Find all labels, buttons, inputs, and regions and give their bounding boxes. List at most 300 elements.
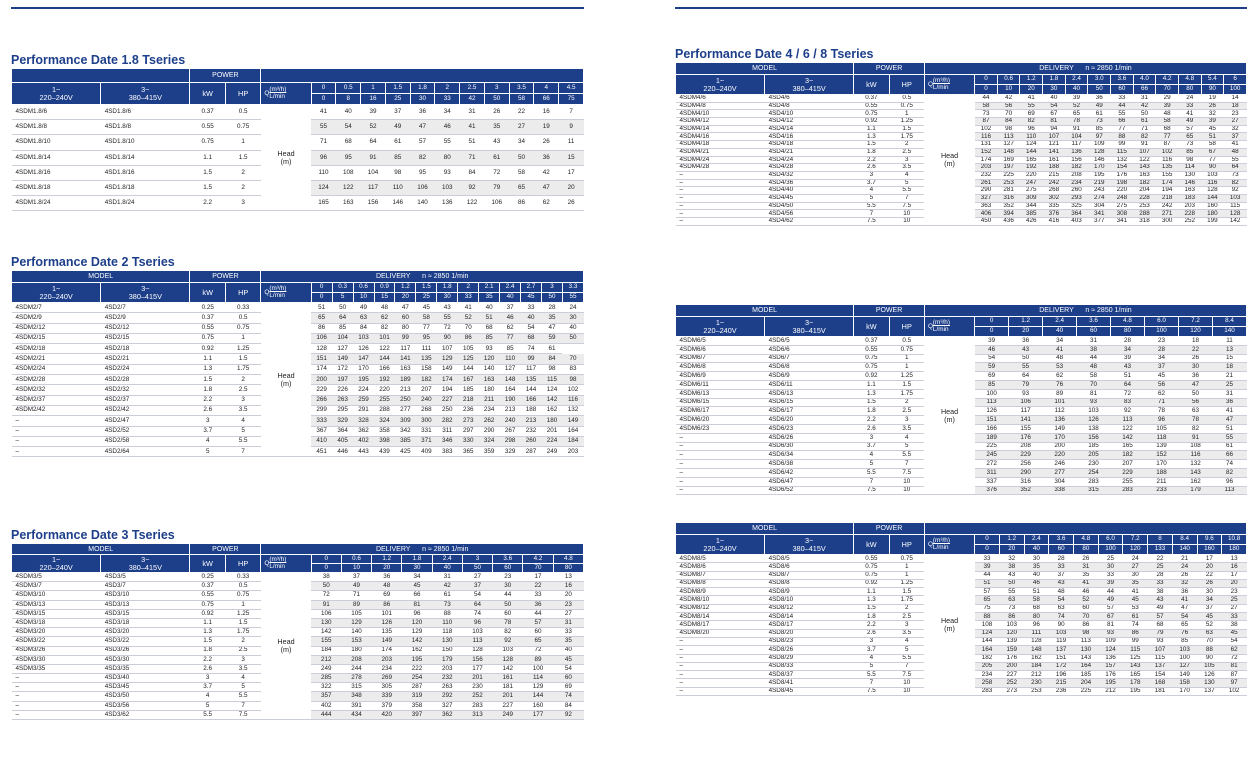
head-value: 137 bbox=[1049, 646, 1074, 654]
head-value: 65 bbox=[975, 596, 1000, 604]
head-value: 195 bbox=[353, 375, 374, 385]
head-value: 136 bbox=[1065, 148, 1088, 156]
head-value: 103 bbox=[1077, 407, 1111, 416]
power-hp: 7.5 bbox=[889, 202, 924, 210]
head-value: 362 bbox=[353, 426, 374, 436]
model-three-phase: 4SD8/33 bbox=[765, 662, 854, 670]
power-hp: 7.5 bbox=[225, 710, 260, 719]
head-value: 92 bbox=[1111, 407, 1145, 416]
model-single-phase: – bbox=[676, 477, 765, 486]
head-value: 128 bbox=[462, 646, 492, 655]
power-hp: 2.5 bbox=[889, 613, 924, 621]
head-value: 229 bbox=[311, 385, 332, 395]
head-value: 364 bbox=[1065, 210, 1088, 218]
q-m3h-value: 1.2 bbox=[999, 535, 1024, 545]
model-three-phase: 4SD6/8 bbox=[765, 363, 854, 372]
head-value: 60 bbox=[395, 313, 416, 323]
head-value: 82 bbox=[1212, 468, 1246, 477]
q-m3h-value: 4.8 bbox=[1178, 75, 1201, 85]
head-value: 100 bbox=[523, 664, 553, 673]
model-three-phase: 4SD4/62 bbox=[765, 218, 854, 226]
head-value: 51 bbox=[311, 303, 332, 313]
head-value: 118 bbox=[432, 628, 462, 637]
power-header: POWER bbox=[854, 63, 925, 75]
q-lmin-value: 42 bbox=[460, 94, 485, 105]
power-header: POWER bbox=[854, 523, 925, 535]
power-hp: 7 bbox=[225, 447, 260, 457]
head-value: 25 bbox=[1222, 596, 1247, 604]
head-value: 65 bbox=[1178, 133, 1201, 141]
head-value: 198 bbox=[1111, 179, 1134, 187]
head-value: 200 bbox=[311, 375, 332, 385]
power-kw: 0.55 bbox=[854, 555, 889, 563]
model-single-phase: 4SDM8/5 bbox=[676, 555, 765, 563]
head-value: 50 bbox=[493, 600, 523, 609]
head-value: 49 bbox=[1088, 102, 1111, 110]
power-hp: 2 bbox=[225, 637, 260, 646]
head-value: 20 bbox=[1197, 563, 1222, 571]
head-value: 47 bbox=[395, 303, 416, 313]
head-value: 71 bbox=[341, 591, 371, 600]
head-value: 316 bbox=[1009, 477, 1043, 486]
model-three-phase: 4SD1.8/6 bbox=[101, 105, 190, 120]
head-value: 70 bbox=[1197, 637, 1222, 645]
head-value: 31 bbox=[432, 573, 462, 582]
head-value: 148 bbox=[997, 148, 1020, 156]
q-lmin-value: 20 bbox=[395, 293, 416, 303]
performance-table bbox=[11, 68, 584, 211]
model-single-phase: 4SDM6/15 bbox=[676, 398, 765, 407]
model-single-phase: 4SDM8/8 bbox=[676, 579, 765, 587]
head-value: 45 bbox=[1197, 613, 1222, 621]
head-value: 331 bbox=[416, 426, 437, 436]
model-three-phase: 4SD8/6 bbox=[765, 563, 854, 571]
head-value: 86 bbox=[458, 333, 479, 343]
model-single-phase: 4SDM3/35 bbox=[12, 664, 101, 673]
head-value: 55 bbox=[1009, 363, 1043, 372]
head-value: 149 bbox=[437, 364, 458, 374]
q-m3h-value: 7.2 bbox=[1178, 317, 1212, 327]
head-value: 252 bbox=[999, 679, 1024, 687]
head-value: 205 bbox=[1077, 451, 1111, 460]
power-hp: 1.5 bbox=[889, 125, 924, 133]
table-block-t2 bbox=[11, 254, 584, 457]
q-m3h-value: 2.4 bbox=[1043, 317, 1077, 327]
model-three-phase: 4SD6/7 bbox=[765, 354, 854, 363]
head-value: 176 bbox=[1009, 433, 1043, 442]
model-three-phase: 4SD3/45 bbox=[101, 683, 190, 692]
q-m3h-value: 1.2 bbox=[395, 283, 416, 293]
head-value: 232 bbox=[975, 171, 998, 179]
head-value: 109 bbox=[1088, 141, 1111, 149]
head-value: 182 bbox=[1111, 451, 1145, 460]
head-value: 24 bbox=[562, 303, 583, 313]
model-three-phase: 4SD8/17 bbox=[765, 621, 854, 629]
model-three-phase: 4SD8/45 bbox=[765, 687, 854, 695]
head-value: 352 bbox=[997, 202, 1020, 210]
head-value: 225 bbox=[1073, 687, 1098, 695]
head-value: 176 bbox=[1098, 671, 1123, 679]
head-value: 28 bbox=[542, 303, 563, 313]
model-single-phase: 4SDM2/42 bbox=[12, 405, 101, 415]
head-value: 80 bbox=[395, 323, 416, 333]
head-value: 236 bbox=[458, 405, 479, 415]
head-value: 135 bbox=[372, 628, 402, 637]
power-kw: 0.75 bbox=[190, 135, 225, 150]
q-lmin-value: 33 bbox=[458, 293, 479, 303]
head-value: 17 bbox=[1222, 571, 1247, 579]
power-kw: 4 bbox=[854, 451, 889, 460]
head-value: 39 bbox=[1065, 95, 1088, 103]
head-value: 122 bbox=[1111, 424, 1145, 433]
head-value: 60 bbox=[553, 674, 583, 683]
head-value: 250 bbox=[437, 405, 458, 415]
head-value: 205 bbox=[975, 662, 1000, 670]
head-value: 68 bbox=[336, 135, 361, 150]
head-value: 30 bbox=[1123, 571, 1148, 579]
head-value: 92 bbox=[553, 710, 583, 719]
head-value: 226 bbox=[332, 385, 353, 395]
head-value: 25 bbox=[1098, 555, 1123, 563]
power-hp: 4 bbox=[889, 171, 924, 179]
head-value: 182 bbox=[975, 654, 1000, 662]
head-value: 80 bbox=[1024, 613, 1049, 621]
head-value: 177 bbox=[462, 664, 492, 673]
head-value: 72 bbox=[523, 646, 553, 655]
head-value: 135 bbox=[521, 375, 542, 385]
head-value: 185 bbox=[1077, 442, 1111, 451]
power-hp: 1 bbox=[889, 563, 924, 571]
q-lmin-value: 0 bbox=[975, 545, 1000, 555]
head-value: 53 bbox=[1043, 363, 1077, 372]
head-value: 60 bbox=[1073, 604, 1098, 612]
head-value: 115 bbox=[1224, 202, 1247, 210]
q-m3h-value: 3 bbox=[542, 283, 563, 293]
power-hp: 2.5 bbox=[225, 385, 260, 395]
head-value: 110 bbox=[385, 180, 410, 195]
head-value: 55 bbox=[999, 588, 1024, 596]
head-value: 327 bbox=[432, 701, 462, 710]
head-value: 328 bbox=[353, 416, 374, 426]
head-value: 44 bbox=[493, 591, 523, 600]
power-hp: 1.25 bbox=[889, 118, 924, 126]
head-value: 39 bbox=[1111, 354, 1145, 363]
power-kw: 5.5 bbox=[854, 671, 889, 679]
head-value: 85 bbox=[1088, 125, 1111, 133]
model-single-phase: – bbox=[676, 194, 765, 202]
head-value: 195 bbox=[1088, 171, 1111, 179]
head-value: 451 bbox=[311, 447, 332, 457]
head-value: 316 bbox=[997, 194, 1020, 202]
head-value: 30 bbox=[1098, 563, 1123, 571]
power-kw: 0.55 bbox=[854, 102, 889, 110]
voltage-1-header: 1~ 220–240V bbox=[676, 317, 765, 337]
head-value: 57 bbox=[1148, 613, 1173, 621]
delivery-header: DELIVERY n ≈ 2850 1/min bbox=[261, 271, 584, 283]
head-value: 63 bbox=[1197, 629, 1222, 637]
head-value: 126 bbox=[372, 618, 402, 627]
head-value: 41 bbox=[458, 303, 479, 313]
head-value: 92 bbox=[460, 180, 485, 195]
head-value: 162 bbox=[402, 646, 432, 655]
head-value: 98 bbox=[1073, 629, 1098, 637]
head-value: 86 bbox=[1073, 621, 1098, 629]
head-value: 11 bbox=[1212, 337, 1246, 346]
power-kw: 1.5 bbox=[190, 637, 225, 646]
head-value: 132 bbox=[1111, 156, 1134, 164]
q-lmin-value: 40 bbox=[1043, 327, 1077, 337]
model-single-phase: 4SDM2/15 bbox=[12, 333, 101, 343]
head-value: 263 bbox=[432, 683, 462, 692]
head-value: 53 bbox=[1123, 604, 1148, 612]
q-lmin-value: 33 bbox=[435, 94, 460, 105]
q-m3h-value: 2.4 bbox=[432, 555, 462, 564]
head-value: 121 bbox=[1043, 141, 1066, 149]
head-value: 232 bbox=[432, 674, 462, 683]
head-value: 176 bbox=[999, 654, 1024, 662]
q-m3h-value: 4.2 bbox=[523, 555, 553, 564]
q-m3h-value: 6.0 bbox=[1145, 317, 1179, 327]
head-value: 41 bbox=[1172, 596, 1197, 604]
head-value: 32 bbox=[1224, 125, 1247, 133]
model-three-phase: 4SD4/28 bbox=[765, 164, 854, 172]
head-value: 33 bbox=[1148, 579, 1173, 587]
q-m3h-value: 9.6 bbox=[1197, 535, 1222, 545]
head-value: 43 bbox=[999, 571, 1024, 579]
head-value: 113 bbox=[1212, 486, 1246, 495]
head-value: 48 bbox=[1156, 110, 1179, 118]
head-value: 51 bbox=[975, 579, 1000, 587]
table-row bbox=[12, 573, 584, 582]
head-value: 222 bbox=[402, 664, 432, 673]
head-value: 282 bbox=[437, 416, 458, 426]
head-value: 20 bbox=[1222, 579, 1247, 587]
head-value: 188 bbox=[1145, 468, 1179, 477]
model-three-phase: 4SD8/41 bbox=[765, 679, 854, 687]
head-value: 253 bbox=[1024, 687, 1049, 695]
power-kw: 0.25 bbox=[190, 573, 225, 582]
head-value: 37 bbox=[1224, 133, 1247, 141]
head-value: 208 bbox=[1009, 442, 1043, 451]
head-value: 164 bbox=[975, 646, 1000, 654]
head-value: 213 bbox=[395, 385, 416, 395]
head-value: 90 bbox=[1049, 621, 1074, 629]
head-value: 101 bbox=[374, 333, 395, 343]
power-kw: 7 bbox=[854, 679, 889, 687]
head-value: 86 bbox=[1123, 629, 1148, 637]
head-value: 81 bbox=[1043, 118, 1066, 126]
q-m3h-value: 0.6 bbox=[341, 555, 371, 564]
head-value: 426 bbox=[1020, 218, 1043, 226]
head-value: 176 bbox=[1111, 171, 1134, 179]
q-lmin-value: 25 bbox=[416, 293, 437, 303]
head-value: 113 bbox=[462, 637, 492, 646]
power-kw: 2.2 bbox=[190, 395, 225, 405]
head-value: 174 bbox=[372, 646, 402, 655]
head-value: 93 bbox=[1148, 637, 1173, 645]
head-value: 261 bbox=[975, 179, 998, 187]
power-kw: 1.5 bbox=[190, 165, 225, 180]
head-value: 346 bbox=[437, 436, 458, 446]
q-lmin-value: 40 bbox=[500, 293, 521, 303]
q-m3h-value: 3.6 bbox=[493, 555, 523, 564]
model-single-phase: – bbox=[676, 433, 765, 442]
head-value: 124 bbox=[542, 385, 563, 395]
model-three-phase: 4SD2/37 bbox=[101, 395, 190, 405]
head-value: 201 bbox=[462, 674, 492, 683]
head-value: 99 bbox=[395, 333, 416, 343]
head-value: 57 bbox=[523, 618, 553, 627]
head-value: 52 bbox=[1197, 621, 1222, 629]
q-lmin-value: 60 bbox=[1049, 545, 1074, 555]
head-value: 324 bbox=[479, 436, 500, 446]
q-m3h-value: 0 bbox=[975, 75, 998, 85]
model-three-phase: 4SD2/18 bbox=[101, 344, 190, 354]
hp-header: HP bbox=[889, 535, 924, 555]
head-value: 85 bbox=[1172, 637, 1197, 645]
head-value: 49 bbox=[1178, 118, 1201, 126]
head-value: 25 bbox=[1148, 563, 1173, 571]
head-value: 36 bbox=[372, 573, 402, 582]
head-value: 95 bbox=[416, 333, 437, 343]
model-three-phase: 4SD2/58 bbox=[101, 436, 190, 446]
q-m3h-value: 10.8 bbox=[1222, 535, 1247, 545]
table-title: Performance Date 2 Tseries bbox=[11, 255, 175, 269]
head-value: 58 bbox=[1201, 141, 1224, 149]
head-value: 80 bbox=[435, 150, 460, 165]
power-hp: 0.75 bbox=[889, 345, 924, 354]
head-value: 159 bbox=[999, 646, 1024, 654]
head-value: 196 bbox=[1049, 671, 1074, 679]
head-value: 283 bbox=[975, 687, 1000, 695]
head-value: 49 bbox=[385, 120, 410, 135]
head-value: 228 bbox=[1133, 194, 1156, 202]
head-value: 58 bbox=[1024, 596, 1049, 604]
head-value: 28 bbox=[1049, 555, 1074, 563]
q-m3h-value: 4.2 bbox=[1156, 75, 1179, 85]
power-kw: 5.5 bbox=[190, 710, 225, 719]
head-value: 203 bbox=[372, 655, 402, 664]
head-value: 420 bbox=[372, 710, 402, 719]
head-value: 149 bbox=[562, 416, 583, 426]
head-value: 62 bbox=[1043, 372, 1077, 381]
head-value: 84 bbox=[997, 118, 1020, 126]
model-single-phase: 4SDM6/23 bbox=[676, 424, 765, 433]
head-value: 195 bbox=[1123, 687, 1148, 695]
head-value: 54 bbox=[553, 664, 583, 673]
power-hp: 1 bbox=[225, 135, 260, 150]
power-hp: 1 bbox=[889, 354, 924, 363]
head-value: 178 bbox=[1123, 679, 1148, 687]
power-kw: 1.5 bbox=[190, 180, 225, 195]
head-value: 300 bbox=[1156, 218, 1179, 226]
model-three-phase: 4SD3/50 bbox=[101, 692, 190, 701]
head-label: Head (m) bbox=[261, 303, 311, 457]
model-three-phase: 4SD3/35 bbox=[101, 664, 190, 673]
head-value: 169 bbox=[997, 156, 1020, 164]
head-value: 163 bbox=[395, 364, 416, 374]
head-value: 68 bbox=[1156, 125, 1179, 133]
power-kw: 3 bbox=[854, 637, 889, 645]
head-value: 230 bbox=[462, 683, 492, 692]
head-value: 311 bbox=[437, 426, 458, 436]
head-value: 35 bbox=[553, 637, 583, 646]
head-value: 90 bbox=[437, 333, 458, 343]
power-hp: 4 bbox=[225, 416, 260, 426]
power-kw: 0.92 bbox=[854, 372, 889, 381]
head-value: 34 bbox=[435, 105, 460, 120]
power-kw: 2.6 bbox=[854, 424, 889, 433]
table-row bbox=[12, 105, 584, 120]
head-value: 352 bbox=[1009, 486, 1043, 495]
power-kw: 0.75 bbox=[190, 600, 225, 609]
head-value: 78 bbox=[493, 618, 523, 627]
power-kw: 2.2 bbox=[854, 416, 889, 425]
head-value: 155 bbox=[1156, 171, 1179, 179]
voltage-3-header: 3~ 380–415V bbox=[101, 283, 190, 303]
model-three-phase: 4SD2/42 bbox=[101, 405, 190, 415]
head-value: 36 bbox=[534, 150, 559, 165]
head-value: 318 bbox=[1133, 218, 1156, 226]
head-value: 97 bbox=[1222, 679, 1247, 687]
head-value: 144 bbox=[523, 692, 553, 701]
model-three-phase: 4SD3/15 bbox=[101, 609, 190, 618]
power-hp: 0.5 bbox=[889, 95, 924, 103]
head-value: 18 bbox=[1178, 337, 1212, 346]
q-lmin-value: 60 bbox=[493, 564, 523, 573]
head-value: 409 bbox=[416, 447, 437, 457]
head-value: 43 bbox=[437, 303, 458, 313]
q-lmin-value: 50 bbox=[462, 564, 492, 573]
table-row bbox=[676, 95, 1247, 103]
head-value: 192 bbox=[374, 375, 395, 385]
q-lmin-value: 25 bbox=[385, 94, 410, 105]
head-value: 129 bbox=[341, 618, 371, 627]
head-value: 54 bbox=[462, 591, 492, 600]
head-value: 23 bbox=[1222, 588, 1247, 596]
head-value: 84 bbox=[353, 323, 374, 333]
head-value: 103 bbox=[1201, 171, 1224, 179]
model-three-phase: 4SD3/56 bbox=[101, 701, 190, 710]
head-value: 75 bbox=[975, 604, 1000, 612]
q-m3h-value: 3.6 bbox=[1111, 75, 1134, 85]
head-value: 30 bbox=[1178, 363, 1212, 372]
q-lmin-value: 60 bbox=[1077, 327, 1111, 337]
q-lmin-value: 40 bbox=[1024, 545, 1049, 555]
power-hp: 4 bbox=[225, 674, 260, 683]
head-value: 194 bbox=[1156, 187, 1179, 195]
head-value: 252 bbox=[462, 692, 492, 701]
head-value: 103 bbox=[1224, 194, 1247, 202]
head-value: 254 bbox=[402, 674, 432, 683]
head-value: 203 bbox=[562, 447, 583, 457]
head-value: 36 bbox=[1212, 398, 1246, 407]
head-value: 23 bbox=[493, 573, 523, 582]
head-value: 402 bbox=[353, 436, 374, 446]
head-value: 43 bbox=[1009, 345, 1043, 354]
head-value: 58 bbox=[509, 165, 534, 180]
power-hp: 1.75 bbox=[889, 596, 924, 604]
q-m3h-value: 8.4 bbox=[1212, 317, 1246, 327]
head-value: 44 bbox=[975, 571, 1000, 579]
head-value: 42 bbox=[432, 582, 462, 591]
head-value: 188 bbox=[521, 405, 542, 415]
model-three-phase: 4SD4/24 bbox=[765, 156, 854, 164]
head-value: 71 bbox=[311, 135, 336, 150]
head-value: 54 bbox=[975, 354, 1009, 363]
q-units-header: Q(m³/h) L/min bbox=[261, 555, 311, 573]
q-m3h-value: 4 bbox=[534, 83, 559, 94]
